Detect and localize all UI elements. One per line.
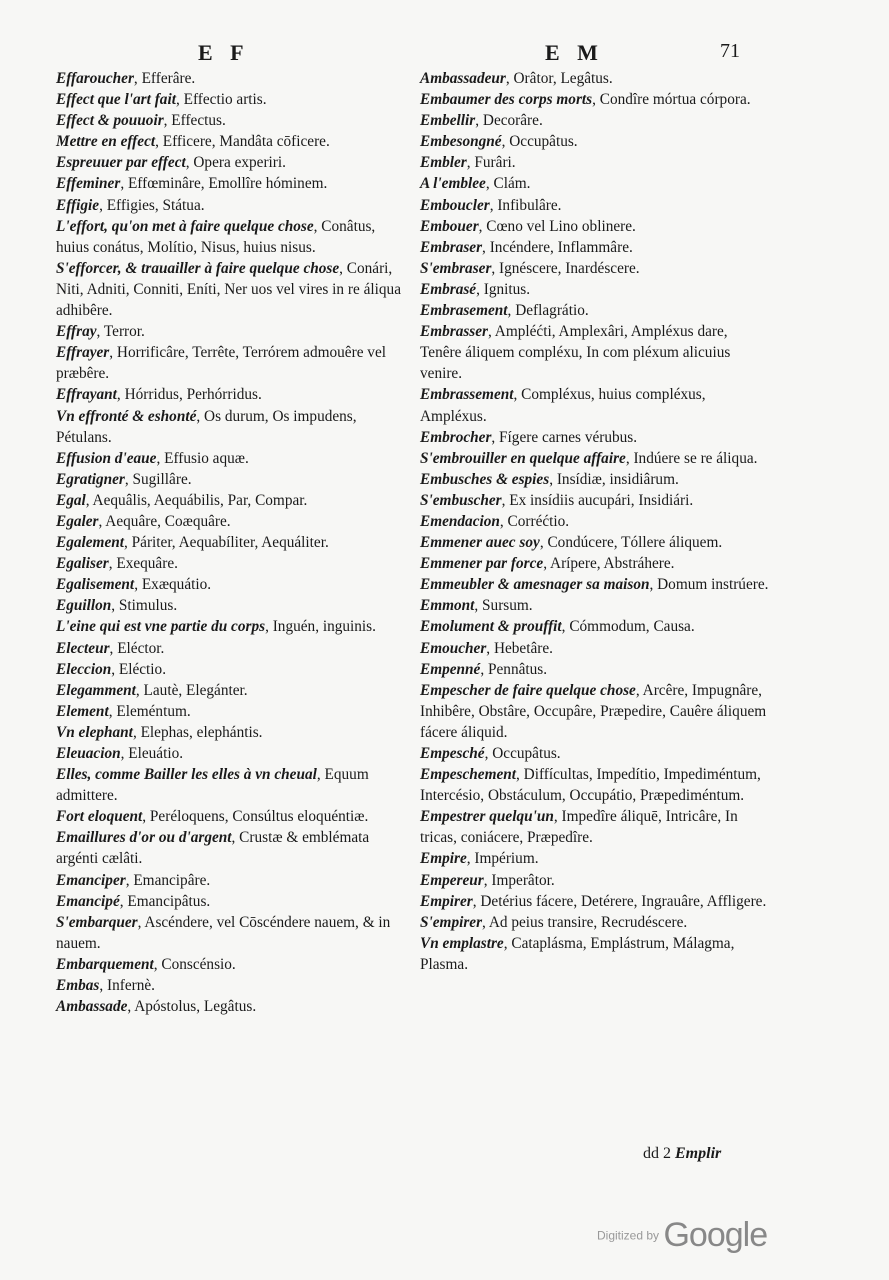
dictionary-entry: [56, 616, 406, 637]
dictionary-entry: [420, 848, 770, 869]
entry-translation: , Ignéscere, Inardéscere.: [491, 259, 640, 277]
right-column: [420, 68, 770, 975]
entry-translation: , Conscénsio.: [153, 955, 236, 973]
dictionary-entry: [56, 68, 406, 89]
page-number: 71: [720, 40, 740, 62]
dictionary-entry: [420, 743, 770, 764]
entry-headword: Fort eloquent: [56, 808, 143, 826]
dictionary-entry: [56, 406, 406, 448]
dictionary-entry: [420, 595, 770, 616]
entry-translation: , Sursum.: [474, 597, 533, 615]
entry-headword: Emboucler: [420, 196, 490, 214]
dictionary-entry: [56, 680, 406, 701]
entry-translation: , Conári, Niti, Adniti, Conniti, Eníti, Ner uos vel vires in re áliqua adhibêre.: [56, 259, 401, 320]
dictionary-entry: [420, 68, 770, 89]
dictionary-entry: [420, 216, 770, 237]
dictionary-entry: [420, 195, 770, 216]
entry-translation: , Orâtor, Legâtus.: [505, 70, 613, 87]
dictionary-entry: [56, 342, 406, 384]
entry-translation: , Corréćtio.: [499, 512, 570, 530]
entry-translation: , Aequâre, Coæquâre.: [98, 512, 231, 530]
entry-headword: Empenné: [420, 660, 481, 678]
entry-headword: Empire: [420, 850, 467, 868]
entry-translation: , Effœminâre, Emollîre hóminem.: [120, 175, 328, 193]
entry-headword: Embrasser: [420, 323, 488, 341]
entry-translation: , Inguén, inguinis.: [265, 618, 376, 636]
entry-headword: Effigie: [56, 196, 100, 214]
dictionary-entry: [420, 912, 770, 933]
entry-headword: Emanciper: [56, 871, 126, 889]
dictionary-entry: [420, 279, 770, 300]
entry-headword: Electeur: [56, 639, 110, 657]
dictionary-entry: [420, 173, 770, 194]
entry-translation: , Páriter, Aequabíliter, Aequáliter.: [124, 534, 329, 552]
entry-headword: Elegamment: [56, 681, 136, 699]
entry-headword: Emmener auec soy: [420, 534, 540, 552]
entry-headword: L'eine qui est vne partie du corps: [56, 618, 266, 636]
entry-translation: , Decorâre.: [475, 112, 543, 130]
entry-translation: , Eleuátio.: [120, 745, 184, 762]
dictionary-entry: [56, 152, 406, 173]
entry-translation: , Detérius fácere, Detérere, Ingrauâre, Affligere.: [472, 892, 767, 910]
digitization-watermark: [597, 1216, 767, 1255]
entry-headword: Egalisement: [56, 576, 135, 594]
entry-headword: Embouer: [420, 217, 479, 235]
entry-headword: Vn elephant: [56, 723, 133, 741]
entry-headword: Eguillon: [56, 597, 112, 615]
dictionary-entry: [56, 870, 406, 891]
entry-translation: , Crustæ & emblémata argénti cælâti.: [56, 829, 370, 868]
entry-translation: , Impérium.: [466, 850, 539, 868]
dictionary-entry: [420, 616, 770, 637]
entry-translation: , Aequâlis, Aequábilis, Par, Compar.: [85, 491, 308, 509]
left-column: [56, 68, 406, 1017]
entry-headword: Emaillures d'or ou d'argent: [56, 829, 232, 847]
entry-translation: , Impedîre áliquē, Intricâre, In tricas, coniácere, Præpedîre.: [420, 808, 738, 847]
entry-headword: Embrocher: [420, 428, 492, 446]
dictionary-entry: [56, 469, 406, 490]
entry-translation: , Sugillâre.: [124, 470, 192, 488]
entry-headword: S'efforcer, & trauailler à faire quelque chose: [56, 259, 340, 277]
entry-headword: Emmont: [420, 597, 475, 615]
entry-headword: Emendacion: [420, 512, 500, 530]
dictionary-entry: [420, 321, 770, 384]
entry-headword: Empesché: [420, 745, 485, 762]
dictionary-entry: [420, 131, 770, 152]
dictionary-entry: [56, 912, 406, 954]
entry-translation: , Efferâre.: [133, 70, 196, 87]
entry-translation: , Infernè.: [99, 977, 155, 995]
dictionary-entry: [56, 954, 406, 975]
entry-headword: Effrayer: [56, 344, 110, 362]
entry-translation: , Ignitus.: [476, 280, 531, 298]
entry-translation: , Occupâtus.: [501, 133, 578, 151]
entry-headword: L'effort, qu'on met à faire quelque chose: [56, 217, 314, 235]
entry-headword: Embesongné: [420, 133, 502, 151]
dictionary-entry: [56, 110, 406, 131]
dictionary-entry: [420, 574, 770, 595]
dictionary-entry: [56, 975, 406, 996]
entry-translation: , Apóstolus, Legâtus.: [127, 998, 257, 1016]
entry-translation: , Effectus.: [163, 112, 226, 130]
dictionary-entry: [56, 195, 406, 216]
dictionary-entry: [56, 996, 406, 1017]
dictionary-entry: [420, 532, 770, 553]
entry-headword: Egaler: [56, 512, 99, 530]
entry-translation: , Compléxus, huius compléxus, Ampléxus.: [420, 386, 706, 425]
dictionary-entry: [56, 574, 406, 595]
dictionary-entry: [56, 806, 406, 827]
entry-headword: Element: [56, 702, 109, 720]
entry-headword: Effrayant: [56, 386, 117, 404]
entry-headword: Empereur: [420, 871, 484, 889]
dictionary-entry: [56, 743, 406, 764]
entry-translation: , Arcêre, Impugnâre, Inhibêre, Obstâre, Occupâre, Præpedire, Cauêre áliquem fácere áliquid.: [420, 681, 767, 741]
entry-translation: , Furâri.: [466, 154, 516, 172]
entry-headword: Effeminer: [56, 175, 121, 193]
entry-headword: Emmener par force: [420, 555, 544, 573]
dictionary-entry: [420, 638, 770, 659]
entry-headword: S'empirer: [420, 913, 483, 931]
entry-headword: Embraser: [420, 238, 483, 256]
entry-translation: , Eleméntum.: [108, 702, 191, 720]
dictionary-entry: [56, 553, 406, 574]
entry-headword: Mettre en effect: [56, 133, 156, 151]
watermark-prefix: Digitized by: [597, 1228, 660, 1243]
entry-translation: , Effectio artis.: [175, 91, 267, 109]
entry-translation: , Infibulâre.: [489, 196, 562, 214]
entry-translation: , Eléctor.: [109, 639, 165, 657]
entry-headword: S'embrouiller en quelque affaire: [420, 449, 626, 467]
entry-translation: , Ad peius transire, Recrudéscere.: [482, 913, 688, 931]
left-running-head: E F: [198, 40, 250, 65]
entry-translation: , Lautè, Elegánter.: [135, 681, 248, 699]
dictionary-entry: [420, 933, 770, 975]
dictionary-entry: [56, 701, 406, 722]
dictionary-entry: [420, 511, 770, 532]
entry-translation: , Fígere carnes vérubus.: [491, 428, 638, 446]
entry-headword: Elles, comme Bailler les elles à vn cheual: [56, 766, 317, 784]
entry-translation: , Effigies, Státua.: [99, 196, 205, 214]
entry-headword: Embusches & espies: [420, 470, 550, 488]
dictionary-entry: [56, 384, 406, 405]
entry-headword: Effray: [56, 323, 97, 341]
dictionary-entry: [420, 427, 770, 448]
dictionary-entry: [56, 638, 406, 659]
entry-headword: Eleccion: [56, 660, 112, 678]
entry-translation: , Condîre mórtua córpora.: [592, 91, 751, 109]
entry-translation: , Incéndere, Inflammâre.: [482, 238, 633, 256]
dictionary-entry: [420, 469, 770, 490]
entry-headword: S'embarquer: [56, 913, 138, 931]
entry-translation: , Pennâtus.: [480, 660, 548, 678]
page-footer: [643, 1145, 721, 1163]
dictionary-entry: [420, 659, 770, 680]
dictionary-entry: [56, 827, 406, 869]
entry-translation: , Arípere, Abstráhere.: [543, 555, 675, 573]
dictionary-entry: [420, 553, 770, 574]
entry-headword: Embas: [56, 977, 100, 995]
entry-headword: Egalement: [56, 534, 124, 552]
entry-translation: , Opera experiri.: [185, 154, 286, 172]
dictionary-entry: [420, 89, 770, 110]
entry-translation: , Occupâtus.: [484, 745, 561, 762]
dictionary-entry: [56, 532, 406, 553]
entry-translation: , Exæquátio.: [134, 576, 212, 594]
entry-translation: , Cómmodum, Causa.: [561, 618, 695, 636]
dictionary-entry: [56, 659, 406, 680]
dictionary-entry: [420, 490, 770, 511]
entry-translation: , Clám.: [485, 175, 531, 193]
entry-headword: Embellir: [420, 112, 476, 130]
entry-translation: , Diffícultas, Impedítio, Impediméntum, Intercésio, Obstáculum, Occupátio, Præpediméntum.: [420, 766, 761, 805]
catchword: Emplir: [675, 1145, 722, 1162]
entry-headword: Egaliser: [56, 555, 109, 573]
google-logo: Google: [663, 1216, 768, 1254]
entry-translation: , Hórridus, Perhórridus.: [116, 386, 262, 404]
entry-translation: , Ex insídiis aucupári, Insidiári.: [501, 491, 694, 509]
entry-headword: S'embuscher: [420, 491, 502, 509]
dictionary-entry: [56, 258, 406, 321]
entry-headword: Egratigner: [56, 470, 125, 488]
entry-headword: Ambassade: [56, 998, 128, 1016]
entry-translation: , Imperâtor.: [483, 871, 555, 889]
entry-translation: , Exequâre.: [108, 555, 178, 573]
entry-translation: , Cœno vel Lino oblinere.: [478, 217, 636, 235]
entry-headword: Vn effronté & eshonté: [56, 407, 197, 425]
entry-headword: Embarquement: [56, 955, 154, 973]
entry-translation: , Cataplásma, Emplástrum, Málagma, Plasma.: [420, 934, 735, 973]
entry-headword: Espreuuer par effect: [56, 154, 186, 172]
entry-headword: Empirer: [420, 892, 473, 910]
dictionary-entry: [420, 384, 770, 426]
dictionary-entry: [420, 764, 770, 806]
entry-headword: Empescher de faire quelque chose: [420, 681, 636, 699]
dictionary-entry: [420, 870, 770, 891]
entry-translation: , Elephas, elephántis.: [132, 723, 263, 741]
dictionary-entry: [56, 173, 406, 194]
dictionary-entry: [56, 490, 406, 511]
entry-translation: , Deflagrátio.: [507, 302, 589, 320]
entry-translation: , Os durum, Os impudens, Pétulans.: [56, 407, 357, 446]
entry-translation: , Terror.: [96, 323, 145, 341]
entry-headword: Empeschement: [420, 766, 517, 784]
entry-headword: Embaumer des corps morts: [420, 91, 593, 109]
dictionary-entry: [56, 89, 406, 110]
entry-headword: Effect & pouuoir: [56, 112, 164, 130]
entry-headword: Embrasé: [420, 280, 477, 298]
entry-translation: , Insídiæ, insidiârum.: [549, 470, 679, 488]
dictionary-entry: [420, 152, 770, 173]
dictionary-entry: [56, 216, 406, 258]
entry-headword: Embrasement: [420, 302, 508, 320]
entry-translation: , Ampléćti, Amplexâri, Ampléxus dare, Tenêre áliquem compléxu, In com pléxum alicuius venire.: [420, 323, 731, 383]
entry-headword: Emoucher: [420, 639, 487, 657]
dictionary-entry: [56, 595, 406, 616]
entry-translation: , Eléctio.: [111, 660, 167, 678]
entry-translation: , Ascéndere, vel Cōscéndere nauem, & in nauem.: [56, 913, 391, 952]
entry-headword: Eleuacion: [56, 745, 121, 762]
entry-translation: , Stimulus.: [111, 597, 178, 615]
entry-translation: , Domum instrúere.: [649, 576, 769, 594]
entry-headword: Effaroucher: [56, 70, 134, 87]
entry-headword: Empestrer quelqu'un: [420, 808, 554, 826]
entry-headword: Effect que l'art fait: [56, 91, 176, 109]
entry-translation: , Emancipâtus.: [119, 892, 211, 910]
entry-headword: Emolument & prouffit: [420, 618, 562, 636]
entry-headword: A l'emblee: [420, 175, 486, 193]
entry-headword: Ambassadeur: [420, 70, 506, 87]
dictionary-entry: [420, 806, 770, 848]
entry-headword: Vn emplastre: [420, 934, 504, 952]
dictionary-entry: [56, 131, 406, 152]
dictionary-entry: [56, 511, 406, 532]
dictionary-entry: [420, 680, 770, 743]
dictionary-entry: [56, 764, 406, 806]
dictionary-entry: [420, 237, 770, 258]
entry-headword: Effusion d'eaue: [56, 449, 157, 467]
dictionary-entry: [420, 300, 770, 321]
entry-translation: , Horrificâre, Terrête, Terrórem admouêre vel præbêre.: [56, 344, 386, 383]
entry-translation: , Hebetâre.: [486, 639, 553, 657]
dictionary-entry: [420, 891, 770, 912]
entry-headword: Egal: [56, 491, 86, 509]
right-running-head: E M: [545, 40, 604, 65]
entry-translation: , Indúere se re áliqua.: [625, 449, 758, 467]
entry-translation: , Equum admittere.: [56, 766, 369, 805]
entry-translation: , Effusio aquæ.: [156, 449, 249, 467]
dictionary-entry: [56, 891, 406, 912]
entry-headword: Emancipé: [56, 892, 120, 910]
entry-translation: , Efficere, Mandâta cōficere.: [155, 133, 330, 151]
dictionary-entry: [420, 258, 770, 279]
dictionary-entry: [420, 448, 770, 469]
entry-translation: , Conâtus, huius conátus, Molítio, Nisus, huius nisus.: [56, 217, 376, 256]
entry-headword: Embrassement: [420, 386, 514, 404]
entry-translation: , Condúcere, Tóllere áliquem.: [539, 534, 723, 552]
dictionary-entry: [56, 321, 406, 342]
dictionary-entry: [420, 110, 770, 131]
entry-headword: Embler: [420, 154, 467, 172]
dictionary-entry: [56, 722, 406, 743]
entry-headword: S'embraser: [420, 259, 492, 277]
entry-headword: Emmeubler & amesnager sa maison: [420, 576, 650, 594]
signature-mark: dd 2: [643, 1145, 671, 1162]
dictionary-entry: [56, 448, 406, 469]
entry-translation: , Peréloquens, Consúltus eloquéntiæ.: [142, 808, 369, 826]
entry-translation: , Emancipâre.: [125, 871, 211, 889]
